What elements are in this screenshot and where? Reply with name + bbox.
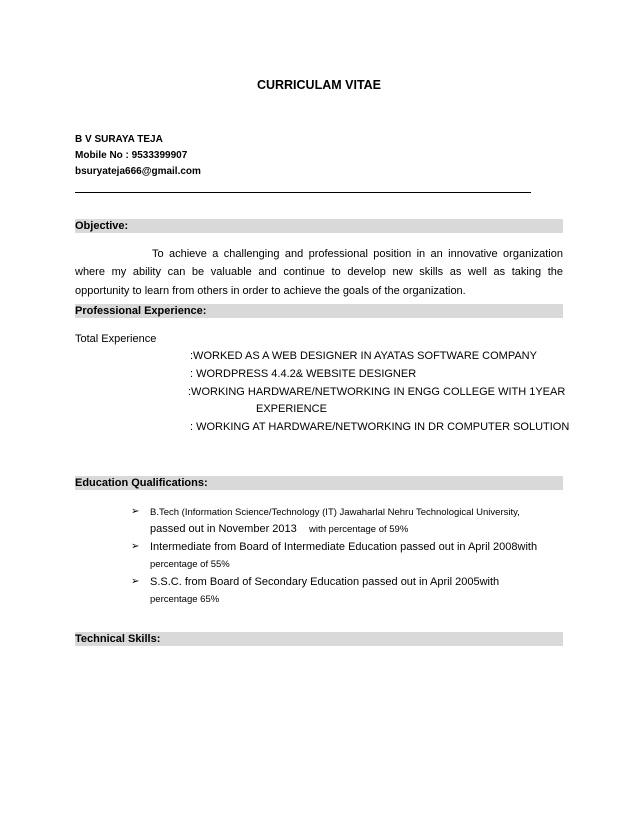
candidate-name: B V SURAYA TEJA — [75, 134, 163, 145]
bullet-arrow-icon: ➢ — [131, 541, 140, 552]
education-item-line: Intermediate from Board of Intermediate Education passed out in April 2008with — [150, 541, 538, 553]
experience-item: : WORKING AT HARDWARE/NETWORKING IN DR COMPUTER SOLUTION — [190, 421, 570, 433]
objective-line-3: opportunity to learn from others in order to achieve the goals of the organization. — [75, 285, 466, 297]
bullet-arrow-icon: ➢ — [131, 576, 140, 587]
experience-item: :WORKED AS A WEB DESIGNER IN AYATAS SOFTWARE COMPANY — [190, 350, 537, 362]
education-item-line: passed out in November 2013 — [150, 523, 297, 535]
email-address: bsuryateja666@gmail.com — [75, 166, 201, 177]
objective-line-1: To achieve a challenging and professional position in an innovative organization — [152, 248, 563, 260]
education-heading: Education Qualifications: — [75, 477, 208, 489]
education-item-line: B.Tech (Information Science/Technology (IT) Jawaharlal Nehru Technological University, — [150, 507, 520, 518]
experience-heading: Professional Experience: — [75, 305, 207, 317]
experience-item: : WORDPRESS 4.4.2& WEBSITE DESIGNER — [190, 368, 417, 380]
objective-heading: Objective: — [75, 220, 129, 232]
mobile-number: Mobile No : 9533399907 — [75, 150, 188, 161]
document-title: CURRICULAM VITAE — [256, 78, 382, 92]
total-experience-label: Total Experience — [75, 333, 157, 345]
experience-item-continued: EXPERIENCE — [256, 403, 327, 415]
education-item-line: percentage of 55% — [150, 559, 230, 570]
education-item-line: S.S.C. from Board of Secondary Education passed out in April 2005with — [150, 576, 500, 588]
header-divider — [75, 192, 531, 193]
bullet-arrow-icon: ➢ — [131, 506, 140, 517]
education-item-line: percentage 65% — [150, 594, 220, 605]
objective-heading-bar — [75, 219, 563, 233]
technical-skills-heading: Technical Skills: — [75, 633, 161, 645]
experience-item: :WORKING HARDWARE/NETWORKING IN ENGG COLLEGE WITH 1YEAR — [188, 386, 566, 398]
education-item-line: with percentage of 59% — [309, 524, 409, 535]
objective-line-2: where my ability can be valuable and continue to develop new skills as well as taking the — [75, 266, 563, 278]
